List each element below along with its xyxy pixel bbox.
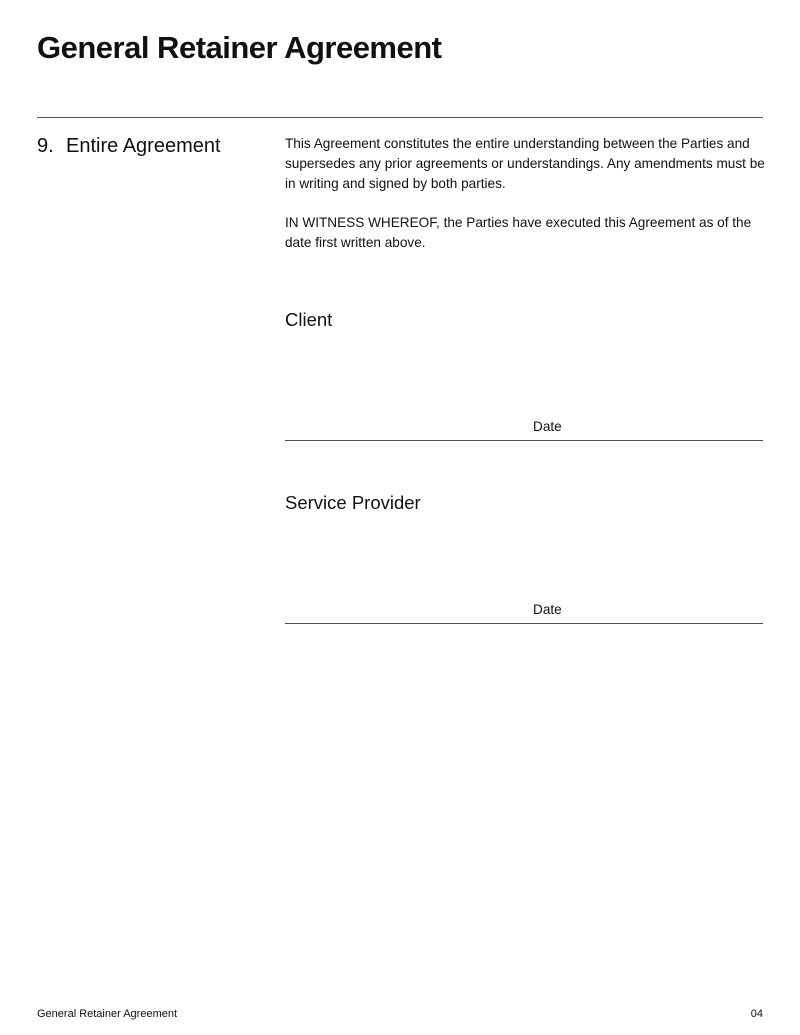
service-provider-signature-block <box>285 490 763 623</box>
service-provider-date-label: Date <box>533 602 562 617</box>
page-title: General Retainer Agreement <box>37 30 442 65</box>
witness-paragraph: IN WITNESS WHEREOF, the Parties have executed this Agreement as of the date first written above. <box>285 215 752 250</box>
section-heading <box>37 133 221 159</box>
client-date-label: Date <box>533 419 562 434</box>
section-heading-text: Entire Agreement <box>66 135 221 157</box>
service-provider-party-label: Service Provider <box>285 492 421 513</box>
service-provider-signature-line <box>285 623 763 624</box>
client-signature-block <box>285 307 763 440</box>
section-paragraph: This Agreement constitutes the entire understanding between the Parties and supersedes any prior agreements or understandings. Any amendments must be in writing and signed by both parties. <box>285 136 765 191</box>
section-body <box>285 134 765 272</box>
footer-page-number: 04 <box>750 1008 763 1020</box>
client-party-label: Client <box>285 309 333 330</box>
section-number: 9. <box>37 135 54 157</box>
footer-document-title: General Retainer Agreement <box>37 1008 178 1020</box>
header-divider <box>37 117 763 118</box>
client-signature-line <box>285 440 763 441</box>
